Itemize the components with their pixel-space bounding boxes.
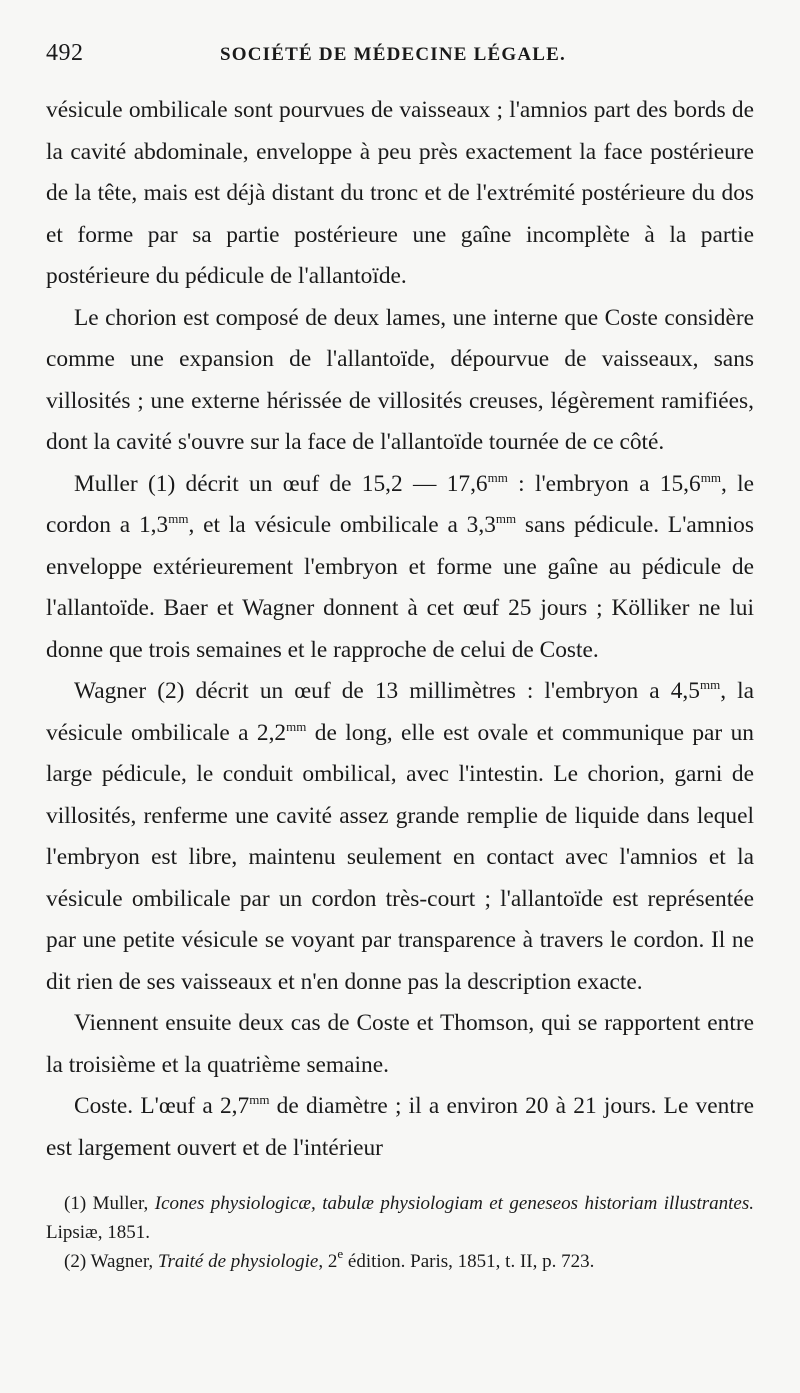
unit-superscript: mm [700,469,721,485]
footnote-author: Wagner, [86,1251,158,1272]
unit-superscript: mm [495,511,517,526]
edition-superscript: e [337,1246,344,1261]
running-head [46,40,754,86]
footnote-title: Icones physiologicæ, tabulæ physiologiam et geneseos historiam illustrantes. [154,1193,754,1214]
unit-superscript: mm [168,511,189,526]
paragraph-3-text-d: , et la vésicule ombilicale a 3,3 [188,512,496,538]
footnote-author: Muller, [86,1193,155,1214]
footnote-2 [46,1247,754,1276]
footnote-title: Traité de physiologie [157,1251,319,1272]
footnote-details: édition. Paris, 1851, t. II, p. 723. [343,1251,595,1272]
paragraph-6-text-b: de diamètre ; il a environ 20 à 21 jours. Le ventre est largement ouvert et de l'intérieur [46,1093,754,1161]
paragraph-4-text-a: Wagner (2) décrit un œuf de 13 millimètres : l'embryon a 4,5 [74,678,700,704]
footnote-1 [46,1189,754,1247]
unit-superscript: mm [249,1092,270,1107]
footnote-details: , 2 [318,1251,338,1272]
unit-superscript: mm [699,677,721,692]
paragraph-4-text-c: de long, elle est ovale et communique par un large pédicule, le conduit ombilical, avec l'intestin. Le chorion, garni de villosités, renferme une cavité assez grande remplie de liquide dans lequel l'embryon est libre, maintenu seulement en contact avec l'amnios et la vésicule ombilicale par un cordon très-court ; l'allantoïde est représentée par une petite vésicule se voyant par transparence à travers le cordon. Il ne dit rien de ses vaisseaux et n'en donne pas la description exacte. [46,719,754,995]
paragraph-3 [46,464,754,672]
paragraph-6-text-a: Coste. L'œuf a 2,7 [74,1093,250,1119]
paragraph-5: Viennent ensuite deux cas de Coste et Thomson, qui se rapportent entre la troisième et la quatrième semaine. [46,1010,754,1078]
journal-title: SOCIÉTÉ DE MÉDECINE LÉGALE. [220,44,566,65]
paragraph-3-text-a: Muller (1) décrit un œuf de 15,2 — 17,6 [74,470,488,497]
paragraph-3-text-b: : l'embryon a 15,6 [507,470,701,497]
paragraph-4 [46,671,754,1003]
paragraph-4-text-b: , la vésicule ombilicale a 2,2 [46,678,754,746]
paragraph-6 [46,1086,754,1169]
footnotes [46,1189,754,1276]
paragraph-3-text-c: , le cordon a 1,3 [46,470,754,538]
paragraph-3-text-e: sans pédicule. L'amnios enveloppe extérieurement l'embryon et forme une gaîne au pédicule de l'allantoïde. Baer et Wagner donnent à cet œuf 25 jours ; Kölliker ne lui donne que trois semaines et le rapproche de celui de Coste. [46,512,754,663]
footnote-details: Lipsiæ, 1851. [46,1222,150,1243]
paragraph-1: vésicule ombilicale sont pourvues de vaisseaux ; l'amnios part des bords de la cavité abdominale, enveloppe à peu près exactement la face postérieure de la tête, mais est déjà distant du tronc et de l'extrémité postérieure du dos et forme par sa partie postérieure une gaîne incomplète à la partie postérieure du pédicule de l'allantoïde. [46,97,754,289]
footnote-marker: (2) [64,1251,87,1272]
page-number: 492 [46,40,84,66]
unit-superscript: mm [487,469,508,485]
body-text [46,90,754,1169]
unit-superscript: mm [286,718,307,734]
footnote-marker: (1) [64,1193,87,1214]
paragraph-2: Le chorion est composé de deux lames, une interne que Coste considère comme une expansion de l'allantoïde, dépourvue de vaisseaux, sans villosités ; une externe hérissée de villosités creuses, légèrement ramifiées, dont la cavité s'ouvre sur la face de l'allantoïde tournée de ce côté. [46,304,754,455]
